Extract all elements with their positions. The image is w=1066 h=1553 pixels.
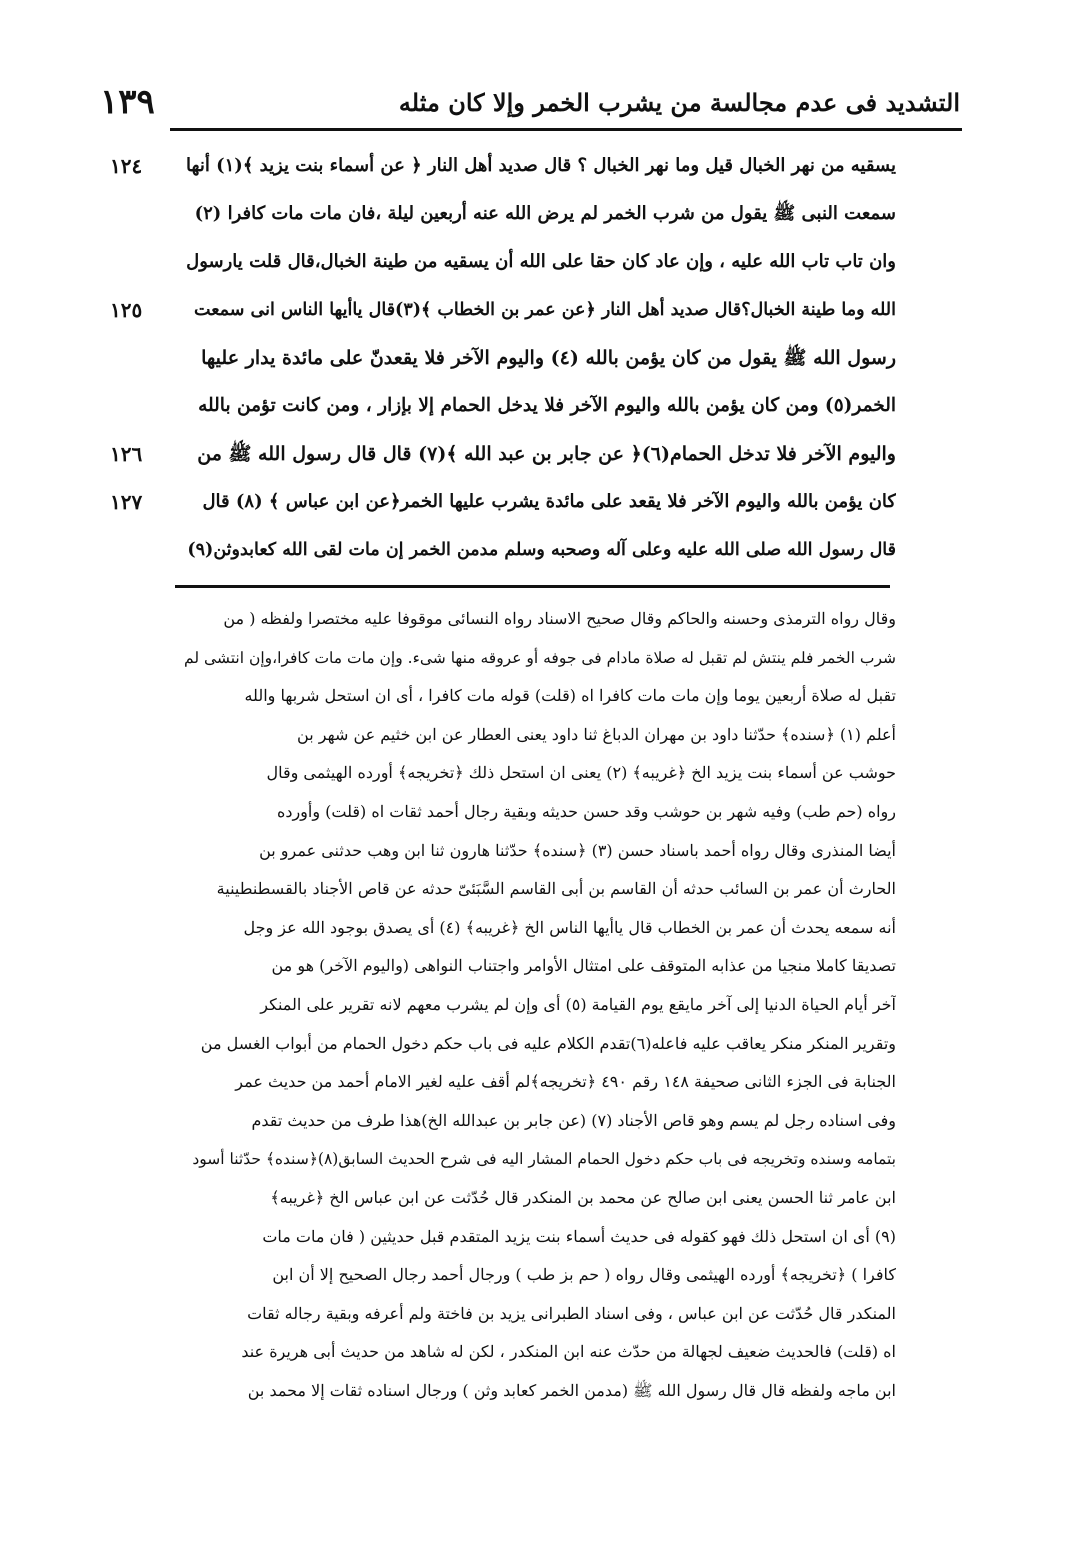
main-text-line: واليوم الآخر فلا تدخل الحمام(٦)﴿ عن جابر بن عبد الله ﴾(٧) قال قال رسول الله ﷺ من bbox=[197, 443, 896, 465]
footnotes bbox=[184, 600, 896, 1410]
footnote-line: وتقرير المنكر منكر يعاقب عليه فاعله(٦)تقدم الكلام عليه فى باب حكم دخول الحمام من أبواب الغسل من bbox=[200, 1033, 896, 1053]
running-title: التشديد فى عدم مجالسة من يشرب الخمر وإلا كان مثله bbox=[398, 87, 960, 117]
main-text-line: يسقيه من نهر الخبال قيل وما نهر الخبال ؟ قال صديد أهل النار ﴿ عن أسماء بنت يزيد ﴾(١) أنها bbox=[186, 155, 896, 176]
footnote-line: تصديقا كاملا منجيا من عذابه المتوقف على امتثال الأوامر واجتناب النواهى (واليوم الآخر) هو من bbox=[271, 956, 896, 976]
footnote-line: وفى اسناده رجل لم يسم وهو قاص الأجناد (٧) (عن جابر بن عبدالله الخ)هذا طرف من حديث تقدم bbox=[251, 1110, 896, 1130]
footnote-line: ابن عامر ثنا الحسن يعنى ابن صالح عن محمد بن المنكدر قال حُدّثت عن ابن عباس الخ ﴿غريبه﴾ bbox=[270, 1187, 896, 1207]
page-number: ١٣٩ bbox=[100, 82, 155, 122]
main-text-line: كان يؤمن بالله واليوم الآخر فلا يقعد على مائدة يشرب عليها الخمر﴿عن ابن عباس ﴾ (٨) قال bbox=[202, 491, 896, 512]
hadith-number: ١٢٥ bbox=[110, 298, 143, 322]
footnote-line: الجنابة فى الجزء الثانى صحيفة ١٤٨ رقم ٤٩٠ ﴿تخريجه﴾لم أقف عليه لغير الامام أحمد من حديث عمر bbox=[235, 1072, 896, 1092]
main-text-line: وان تاب تاب الله عليه ، وإن عاد كان حقا على الله أن يسقيه من طينة الخبال،قال قلت يارسول bbox=[186, 251, 896, 272]
footnote-line: أيضا المنذرى وقال رواه أحمد باسناد حسن (٣) ﴿سنده﴾ حدّثنا هارون ثنا ابن وهب حدثنى عمرو بن bbox=[259, 840, 896, 860]
footnote-line: الحارث أن عمر بن السائب حدثه أن القاسم بن أبى القاسم السَّبَئىّ حدثه عن قاص الأجناد بالقسطنطينية bbox=[216, 879, 896, 899]
footnote-line: آخر أيام الحياة الدنيا إلى آخر مايقع يوم القيامة (٥) أى وإن لم يشرب معهم لانه تقرير على المنكر bbox=[260, 994, 896, 1014]
hadith-number: ١٢٤ bbox=[110, 154, 143, 178]
hadith-number: ١٢٦ bbox=[110, 442, 143, 466]
main-text-line: الله وما طينة الخبال؟قال صديد أهل النار ﴿عن عمر بن الخطاب ﴾(٣)قال ياأيها الناس انى سمعت bbox=[194, 300, 896, 320]
hadith-number: ١٢٧ bbox=[110, 490, 143, 514]
footnote-line: تقبل له صلاة أربعين يوما وإن مات مات كافرا اه (قلت) قوله مات كافرا ، أى ان استحل شربها والله bbox=[244, 686, 896, 706]
footnote-line: (٩) أى ان استحل ذلك فهو كقوله فى حديث أسماء بنت يزيد المتقدم قبل حديثين ( فان مات مات bbox=[262, 1226, 896, 1246]
footnote-line: المنكدر قال حُدّثت عن ابن عباس ، وفى اسناد الطبرانى يزيد بن فاختة ولم أعرفه وبقية رجاله ثقات bbox=[247, 1303, 896, 1323]
main-text-line: رسول الله ﷺ يقول من كان يؤمن بالله (٤) واليوم الآخر فلا يقعدنّ على مائدة يدار عليها bbox=[201, 347, 896, 369]
main-text-line: قال رسول الله صلى الله عليه وعلى آله وصحبه وسلم مدمن الخمر إن مات لقى الله كعابدوثن(٩) bbox=[187, 540, 896, 560]
footnote-line: شرب الخمر فلم ينتش لم تقبل له صلاة مادام فى جوفه أو عروقه منها شىء. وإن مات مات كافرا،وإن انتشى لم bbox=[184, 648, 896, 667]
main-text bbox=[184, 142, 896, 574]
page-header bbox=[100, 82, 960, 122]
main-text-line: سمعت النبى ﷺ يقول من شرب الخمر لم يرض الله عنه أربعين ليلة ،فان مات مات كافرا (٢) bbox=[194, 203, 896, 224]
footnote-line: وقال رواه الترمذى وحسنه والحاكم وقال صحيح الاسناد رواه النسائى موقوفا عليه مختصرا ولفظه ( من bbox=[223, 609, 896, 628]
footnote-line: كافرا ) ﴿تخريجه﴾ أورده الهيثمى وقال رواه ( حم بز طب ) ورجال أحمد رجال الصحيح إلا أن ابن bbox=[272, 1265, 896, 1285]
footnote-line: ابن ماجه ولفظه قال قال رسول الله ﷺ (مدمن الخمر كعابد وثن ) ورجال اسناده ثقات إلا محمد بن bbox=[247, 1380, 896, 1400]
footnote-line: رواه (حم طب) وفيه شهر بن حوشب وقد حسن حديثه وبقية رجال أحمد ثقات اه (قلت) وأورده bbox=[276, 801, 896, 821]
footnote-line: أعلم (١) ﴿سنده﴾ حدّثنا داود بن مهران الدباغ ثنا داود يعنى العطار عن ابن خثيم عن شهر بن bbox=[297, 724, 896, 744]
header-rule bbox=[170, 128, 962, 131]
main-text-line: الخمر(٥) ومن كان يؤمن بالله واليوم الآخر فلا يدخل الحمام إلا بإزار ، ومن كانت تؤمن بالله bbox=[198, 395, 896, 416]
footnote-line: اه (قلت) فالحديث ضعيف لجهالة من حدّث عنه ابن المنكدر ، لكن له شاهد من حديث أبى هريرة عند bbox=[241, 1342, 896, 1362]
footnote-line: بتمامه وسنده وتخريجه فى باب حكم دخول الحمام المشار اليه فى شرح الحديث السابق(٨)﴿سنده﴾ حدّثنا أسود bbox=[192, 1150, 896, 1169]
footnote-line: أنه سمعه يحدث أن عمر بن الخطاب قال ياأيها الناس الخ ﴿غريبه﴾ (٤) أى يصدق بوجود الله عز وجل bbox=[243, 917, 896, 937]
footnote-rule bbox=[175, 585, 890, 588]
footnote-line: حوشب عن أسماء بنت يزيد الخ ﴿غريبه﴾ (٢) يعنى ان استحل ذلك ﴿تخريجه﴾ أورده الهيثمى وقال bbox=[266, 763, 896, 783]
